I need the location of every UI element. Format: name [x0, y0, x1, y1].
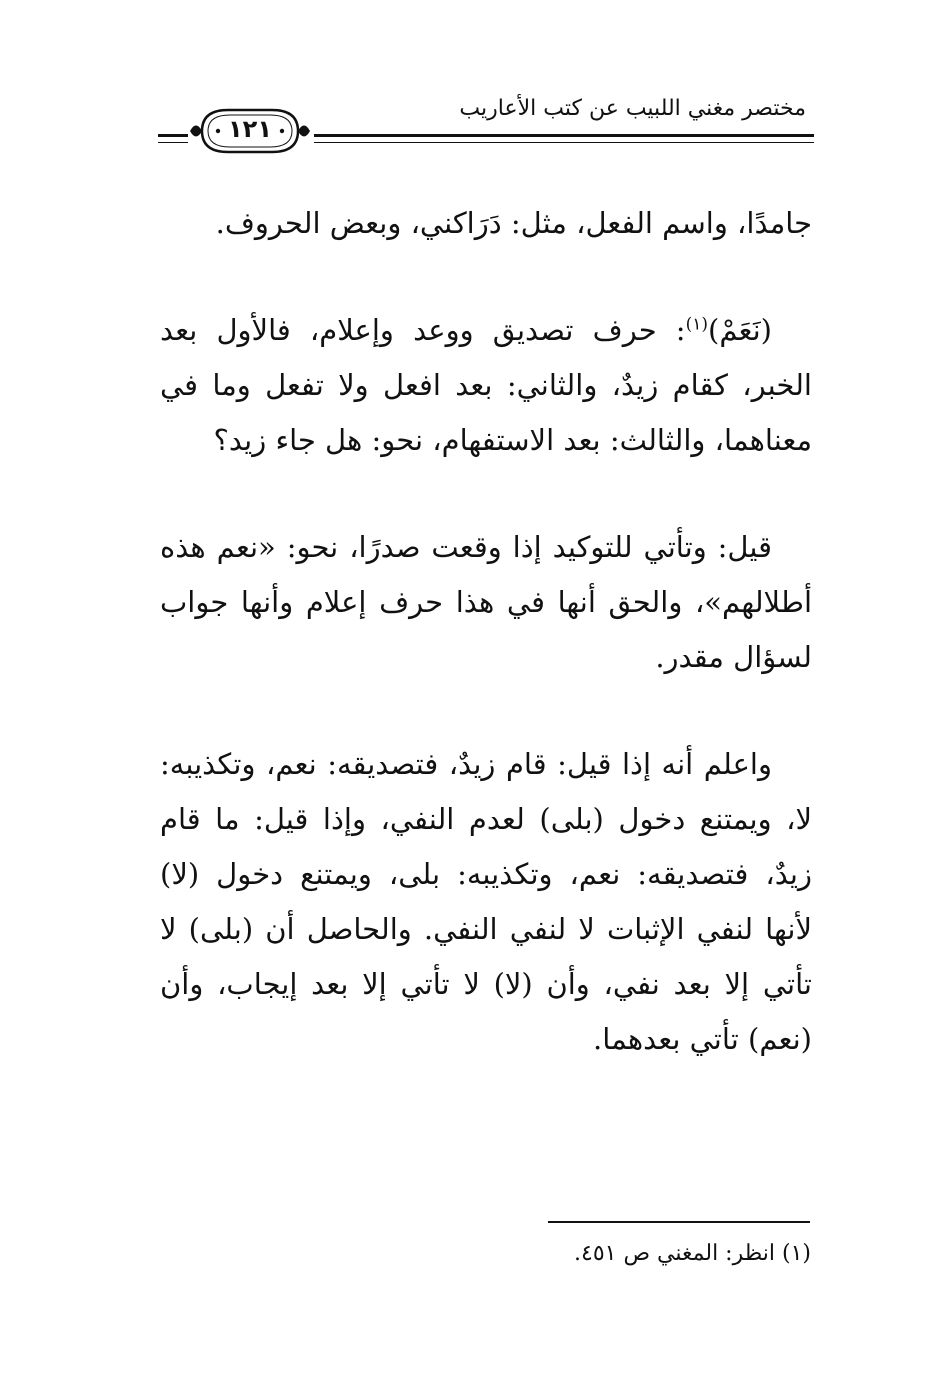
footnote-separator — [548, 1221, 810, 1223]
header-rule-left — [158, 134, 188, 137]
page-number-medallion — [188, 106, 312, 156]
paragraph-text: قيل: وتأتي للتوكيد إذا وقعت صدرًا، نحو: «نعم هذه أطلالهم»، والحق أنها في هذا حرف إعلام وأنها جواب لسؤال مقدر. — [160, 530, 812, 674]
paragraph-text: واعلم أنه إذا قيل: قام زيدٌ، فتصديقه: نعم، وتكذيبه: لا، ويمتنع دخول (بلى) لعدم النفي، وإذا قيل: ما قام زيدٌ، فتصديقه: نعم، وتكذيبه: بلى، ويمتنع دخول (لا) لأنها لنفي الإثبات لا لنفي النفي. والحاصل أن (بلى) لا تأتي إلا بعد نفي، وأن (لا) لا تأتي إلا بعد إيجاب، وأن (نعم) تأتي بعدهما. — [160, 747, 812, 1056]
footnote: (١) انظر: المغني ص ٤٥١. — [574, 1241, 811, 1266]
page-number: ١٢١ — [228, 115, 272, 143]
paragraph-text: جامدًا، واسم الفعل، مثل: دَرَاكني، وبعض الحروف. — [215, 206, 812, 240]
book-title: مختصر مغني اللبيب عن كتب الأعاريب — [459, 96, 806, 121]
paragraph-3 — [160, 520, 812, 685]
body-text — [160, 196, 812, 1119]
header-rule-right-thin — [314, 142, 814, 143]
paragraph-4 — [160, 737, 812, 1067]
paragraph-text: : حرف تصديق ووعد وإعلام، فالأول بعد الخبر، كقام زيدٌ، والثاني: بعد افعل ولا تفعل وما في معناهما، والثالث: بعد الاستفهام، نحو: هل جاء زيد؟ — [160, 313, 812, 457]
page-header — [150, 92, 814, 172]
paragraph-1 — [160, 196, 812, 251]
header-rule-left-thin — [158, 142, 188, 143]
entry-headword: (نَعَمْ) — [708, 313, 772, 347]
paragraph-2 — [160, 303, 812, 468]
header-rule-right — [314, 134, 814, 137]
footnote-ref: (١) — [685, 314, 708, 335]
